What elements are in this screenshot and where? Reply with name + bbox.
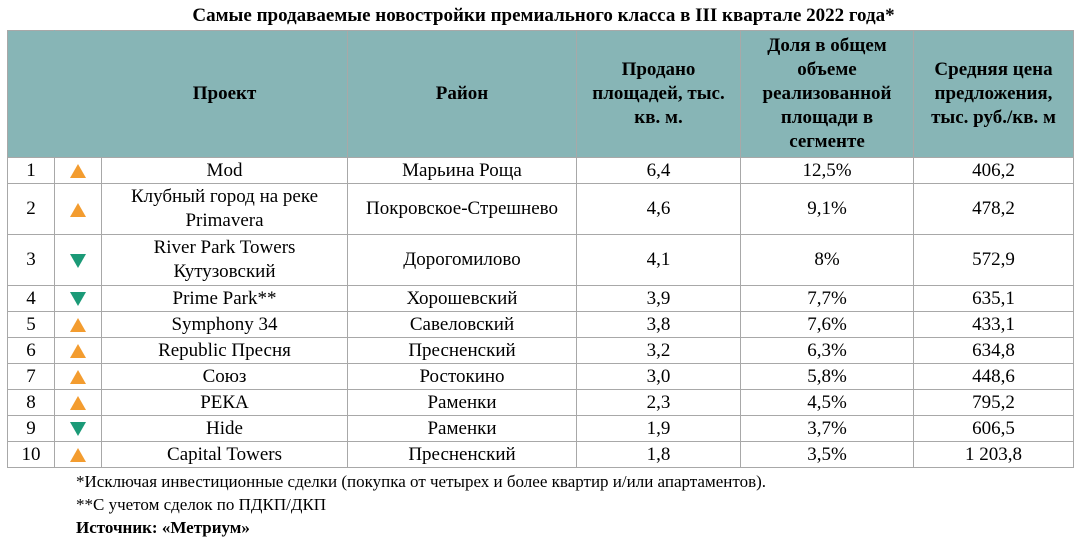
price-cell: 572,9	[914, 235, 1074, 286]
table-row	[8, 312, 1074, 338]
price-cell: 634,8	[914, 338, 1074, 364]
table-row	[8, 364, 1074, 390]
share-cell: 4,5%	[741, 390, 914, 416]
district-cell: Савеловский	[348, 312, 577, 338]
rank-cell: 6	[8, 338, 55, 364]
project-cell: Prime Park**	[102, 286, 348, 312]
sold-cell: 4,1	[577, 235, 741, 286]
source-note: Источник: «Метриум»	[76, 518, 250, 537]
trend-icon-cell	[55, 338, 102, 364]
table-row	[8, 338, 1074, 364]
rank-cell: 7	[8, 364, 55, 390]
district-cell: Марьина Роща	[348, 158, 577, 184]
table-row	[8, 390, 1074, 416]
header-trend-cell	[55, 31, 102, 158]
footnotes	[76, 470, 766, 539]
trend-down-icon	[70, 422, 86, 436]
project-cell: Symphony 34	[102, 312, 348, 338]
table-header-row	[8, 31, 1074, 158]
trend-down-icon	[70, 292, 86, 306]
rank-cell: 10	[8, 442, 55, 468]
share-cell: 3,5%	[741, 442, 914, 468]
trend-icon-cell	[55, 286, 102, 312]
sold-cell: 1,8	[577, 442, 741, 468]
trend-up-icon	[70, 370, 86, 384]
footnote-contracts: **С учетом сделок по ПДКП/ДКП	[76, 495, 327, 514]
table-row	[8, 235, 1074, 286]
sold-cell: 3,0	[577, 364, 741, 390]
district-cell: Пресненский	[348, 442, 577, 468]
sold-cell: 3,2	[577, 338, 741, 364]
trend-up-icon	[70, 164, 86, 178]
share-cell: 7,6%	[741, 312, 914, 338]
header-district: Район	[348, 31, 577, 158]
footnote-investment: *Исключая инвестиционные сделки (покупка от четырех и более квартир и/или апартаментов).	[76, 472, 767, 491]
rank-cell: 3	[8, 235, 55, 286]
project-cell: Republic Пресня	[102, 338, 348, 364]
rank-cell: 9	[8, 416, 55, 442]
sold-cell: 2,3	[577, 390, 741, 416]
project-cell: Клубный город на реке Primavera	[102, 184, 348, 235]
trend-icon-cell	[55, 364, 102, 390]
trend-up-icon	[70, 448, 86, 462]
share-cell: 6,3%	[741, 338, 914, 364]
project-cell: Союз	[102, 364, 348, 390]
sold-cell: 3,8	[577, 312, 741, 338]
project-cell: Mod	[102, 158, 348, 184]
share-cell: 12,5%	[741, 158, 914, 184]
project-cell: Hide	[102, 416, 348, 442]
sold-cell: 4,6	[577, 184, 741, 235]
district-cell: Хорошевский	[348, 286, 577, 312]
trend-icon-cell	[55, 184, 102, 235]
sales-table	[7, 30, 1074, 468]
rank-cell: 2	[8, 184, 55, 235]
price-cell: 478,2	[914, 184, 1074, 235]
table-row	[8, 416, 1074, 442]
sold-cell: 6,4	[577, 158, 741, 184]
price-cell: 1 203,8	[914, 442, 1074, 468]
project-cell: РЕКА	[102, 390, 348, 416]
header-rank-cell	[8, 31, 55, 158]
trend-up-icon	[70, 318, 86, 332]
rank-cell: 4	[8, 286, 55, 312]
price-cell: 406,2	[914, 158, 1074, 184]
table-row	[8, 442, 1074, 468]
header-project: Проект	[102, 31, 348, 158]
district-cell: Ростокино	[348, 364, 577, 390]
price-cell: 795,2	[914, 390, 1074, 416]
trend-icon-cell	[55, 158, 102, 184]
rank-cell: 8	[8, 390, 55, 416]
trend-icon-cell	[55, 442, 102, 468]
header-sold: Продано площадей, тыс. кв. м.	[577, 31, 741, 158]
district-cell: Пресненский	[348, 338, 577, 364]
table-row	[8, 184, 1074, 235]
district-cell: Покровское-Стрешнево	[348, 184, 577, 235]
share-cell: 9,1%	[741, 184, 914, 235]
trend-down-icon	[70, 254, 86, 268]
price-cell: 433,1	[914, 312, 1074, 338]
trend-icon-cell	[55, 390, 102, 416]
table-row	[8, 158, 1074, 184]
trend-up-icon	[70, 203, 86, 217]
rank-cell: 1	[8, 158, 55, 184]
project-cell: Capital Towers	[102, 442, 348, 468]
project-cell: River Park Towers Кутузовский	[102, 235, 348, 286]
trend-up-icon	[70, 396, 86, 410]
sold-cell: 1,9	[577, 416, 741, 442]
trend-icon-cell	[55, 312, 102, 338]
trend-icon-cell	[55, 416, 102, 442]
price-cell: 606,5	[914, 416, 1074, 442]
share-cell: 3,7%	[741, 416, 914, 442]
page-title: Самые продаваемые новостройки премиального класса в III квартале 2022 года*	[192, 5, 895, 26]
header-price: Средняя цена предложения, тыс. руб./кв. м	[914, 31, 1074, 158]
trend-icon-cell	[55, 235, 102, 286]
share-cell: 5,8%	[741, 364, 914, 390]
share-cell: 7,7%	[741, 286, 914, 312]
header-share: Доля в общем объеме реализованной площади в сегменте	[741, 31, 914, 158]
rank-cell: 5	[8, 312, 55, 338]
trend-up-icon	[70, 344, 86, 358]
district-cell: Раменки	[348, 416, 577, 442]
share-cell: 8%	[741, 235, 914, 286]
sold-cell: 3,9	[577, 286, 741, 312]
table-row	[8, 286, 1074, 312]
district-cell: Дорогомилово	[348, 235, 577, 286]
price-cell: 448,6	[914, 364, 1074, 390]
price-cell: 635,1	[914, 286, 1074, 312]
district-cell: Раменки	[348, 390, 577, 416]
